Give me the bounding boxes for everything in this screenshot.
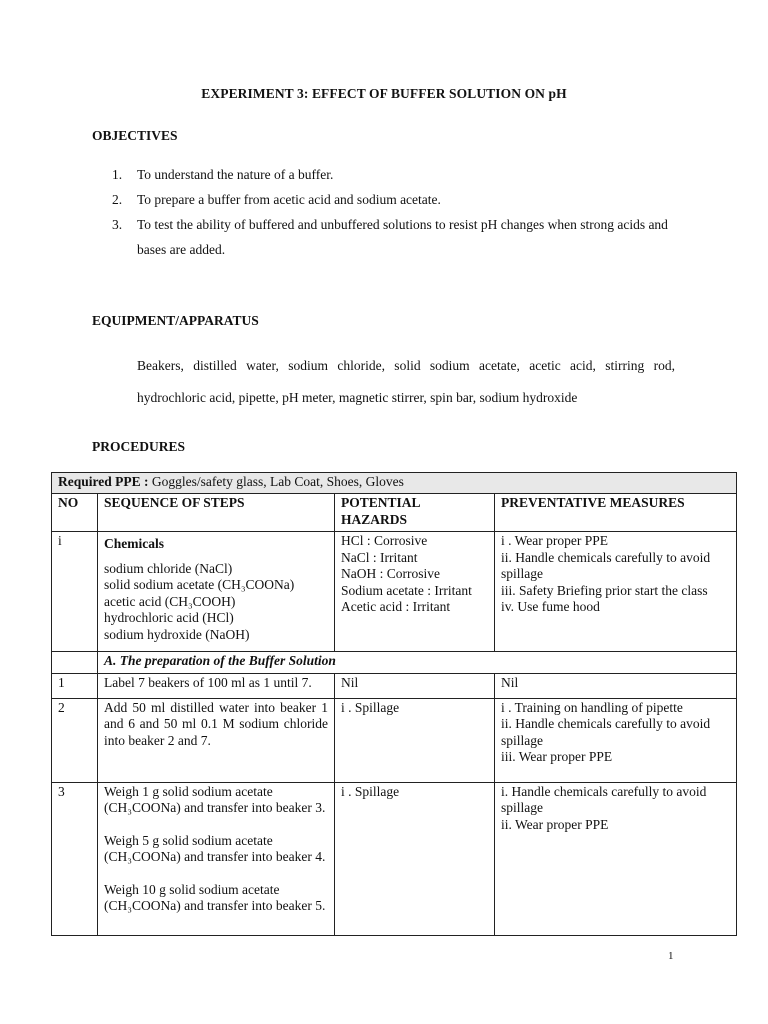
section-heading-buffer-preparation: A. The preparation of the Buffer Solution xyxy=(98,652,737,674)
objective-text: To prepare a buffer from acetic acid and sodium acetate. xyxy=(137,192,441,207)
measure-item: i. Handle chemicals carefully to avoid spillage xyxy=(501,783,707,815)
step-item: Weigh 1 g solid sodium acetate (CH₃COONa) and transfer into beaker 3. xyxy=(104,783,326,815)
row-number: 3 xyxy=(52,782,98,935)
chemical-item: hydrochloric acid (HCl) xyxy=(104,610,234,625)
objective-text: To test the ability of buffered and unbuffered solutions to resist pH changes when strong acids and bases are added. xyxy=(137,217,668,257)
objective-item xyxy=(112,212,672,262)
step-cell: Label 7 beakers of 100 ml as 1 until 7. xyxy=(98,673,335,698)
chemical-item: acetic acid (CH₃COOH) xyxy=(104,593,236,609)
table-row xyxy=(52,673,737,698)
hazard-item: Sodium acetate : Irritant xyxy=(341,582,472,598)
page-title: EXPERIMENT 3: EFFECT OF BUFFER SOLUTION ON pH xyxy=(201,86,567,101)
table-row xyxy=(52,698,737,782)
ppe-cell xyxy=(52,473,737,494)
measure-item: i . Wear proper PPE xyxy=(501,533,609,548)
measure-item: ii. Wear proper PPE xyxy=(501,816,609,832)
chemical-item: sodium hydroxide (NaOH) xyxy=(104,626,250,642)
procedures-table xyxy=(51,472,737,936)
objective-number: 3. xyxy=(112,217,123,232)
hazard-item: Acetic acid : Irritant xyxy=(341,599,451,614)
objective-number: 2. xyxy=(112,192,123,207)
objective-text: To understand the nature of a buffer. xyxy=(137,167,334,182)
objective-item xyxy=(112,187,672,212)
step-spacer xyxy=(104,817,328,833)
step-item: Weigh 5 g solid sodium acetate (CH₃COONa) and transfer into beaker 4. xyxy=(104,832,326,864)
measure-item: ii. Handle chemicals carefully to avoid spillage xyxy=(501,716,711,748)
table-row xyxy=(52,782,737,935)
measures-cell xyxy=(495,532,737,652)
measures-cell xyxy=(495,698,737,782)
equipment-list-text: Beakers, distilled water, sodium chloride, solid sodium acetate, acetic acid, stirring rod, hydrochloric acid, pipette, pH meter, magnetic stirrer, spin bar, sodium hydroxide xyxy=(137,358,675,405)
step-item: Weigh 10 g solid sodium acetate (CH₃COONa) and transfer into beaker 5. xyxy=(104,881,326,913)
step-spacer xyxy=(104,866,328,882)
hazard-cell: i . Spillage xyxy=(335,698,495,782)
column-header-hazards: POTENTIAL HAZARDS xyxy=(335,494,495,532)
hazard-item: NaCl : Irritant xyxy=(341,549,418,565)
chemical-item: solid sodium acetate (CH₃COONa) xyxy=(104,577,295,592)
table-header-row xyxy=(52,494,737,532)
hazard-item: HCl : Corrosive xyxy=(341,533,428,548)
chemicals-heading: Chemicals xyxy=(104,536,164,551)
column-header-no: NO xyxy=(52,494,98,532)
measures-cell xyxy=(495,782,737,935)
measure-cell: Nil xyxy=(495,673,737,698)
chemicals-cell xyxy=(98,532,335,652)
measure-item: i . Training on handling of pipette xyxy=(501,699,683,715)
hazards-cell xyxy=(335,532,495,652)
ppe-value: Goggles/safety glass, Lab Coat, Shoes, Gloves xyxy=(148,474,404,489)
column-header-measures: PREVENTATIVE MEASURES xyxy=(495,494,737,532)
procedures-heading: PROCEDURES xyxy=(92,439,186,454)
table-row xyxy=(52,532,737,652)
measure-item: iv. Use fume hood xyxy=(501,599,600,614)
measure-item: iii. Safety Briefing prior start the class xyxy=(501,582,708,598)
ppe-row xyxy=(52,473,737,494)
equipment-heading: EQUIPMENT/APPARATUS xyxy=(92,313,259,328)
steps-cell xyxy=(98,782,335,935)
objectives-list xyxy=(112,162,672,262)
page-number: 1 xyxy=(668,950,674,962)
step-cell: Add 50 ml distilled water into beaker 1 and 6 and 50 ml 0.1 M sodium chloride into beaker 2 and 7. xyxy=(98,698,335,782)
row-number: 2 xyxy=(52,698,98,782)
hazard-item: NaOH : Corrosive xyxy=(341,566,440,581)
measure-item: ii. Handle chemicals carefully to avoid spillage xyxy=(501,549,711,581)
hazard-cell: i . Spillage xyxy=(335,782,495,935)
column-header-steps: SEQUENCE OF STEPS xyxy=(98,494,335,532)
section-row xyxy=(52,652,737,674)
measure-item: iii. Wear proper PPE xyxy=(501,749,613,764)
objective-item xyxy=(112,162,672,187)
objectives-heading: OBJECTIVES xyxy=(92,128,178,143)
row-number: i xyxy=(52,532,98,652)
hazard-cell: Nil xyxy=(335,673,495,698)
objective-number: 1. xyxy=(112,167,123,182)
row-number: 1 xyxy=(52,673,98,698)
chemical-item: sodium chloride (NaCl) xyxy=(104,560,233,576)
ppe-label: Required PPE : xyxy=(58,474,149,489)
section-no-cell xyxy=(52,652,98,674)
